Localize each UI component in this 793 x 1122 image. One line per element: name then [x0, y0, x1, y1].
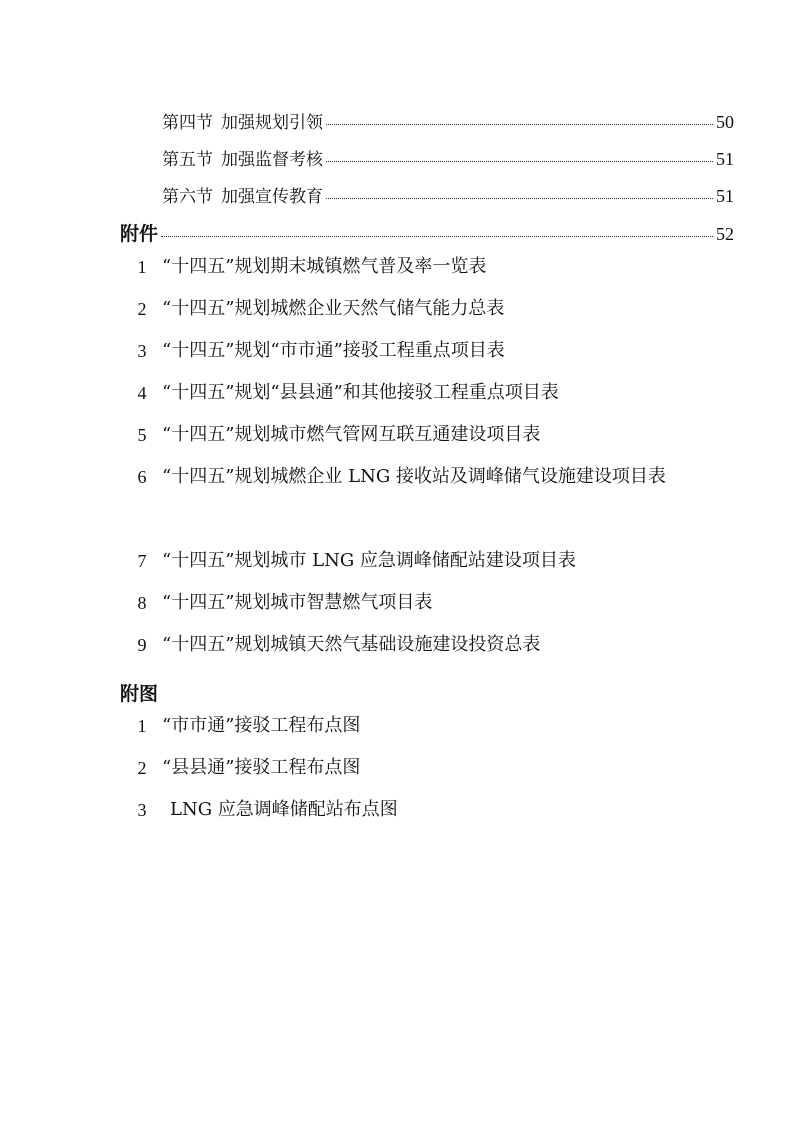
- list-item-number: 4: [137, 383, 147, 403]
- list-item-title: “十四五”规划“县县通”和其他接驳工程重点项目表: [162, 382, 559, 403]
- list-item-number: 3: [137, 341, 147, 361]
- toc-section-label: 第四节: [162, 113, 213, 133]
- list-item-title: “十四五”规划城镇天然气基础设施建设投资总表: [162, 634, 541, 655]
- toc-page-number: 51: [716, 149, 734, 169]
- list-item: [134, 456, 674, 498]
- list-item-title: “十四五”规划城市燃气管网互联互通建设项目表: [162, 424, 541, 445]
- toc-page-number: 52: [716, 224, 734, 244]
- toc-entry-section-6[interactable]: [162, 182, 734, 207]
- list-item-number: 2: [137, 299, 147, 319]
- dot-leader: [326, 124, 713, 125]
- toc-page-number: 51: [716, 186, 734, 206]
- list-item: [134, 747, 694, 789]
- toc-entry-section-5[interactable]: [162, 145, 734, 170]
- toc-entry-section-4[interactable]: [162, 108, 734, 133]
- list-item: [134, 582, 694, 624]
- toc-section-title: 加强宣传教育: [221, 187, 323, 207]
- list-item-number: 3: [137, 800, 147, 820]
- toc-section-title: 加强规划引领: [221, 113, 323, 133]
- toc-appendix-title: 附件: [120, 223, 159, 245]
- list-item-number: 6: [137, 467, 147, 487]
- list-item-title: “县县通”接驳工程布点图: [162, 757, 361, 778]
- list-item-title: “十四五”规划期末城镇燃气普及率一览表: [162, 256, 487, 277]
- dot-leader: [326, 198, 713, 199]
- list-item-number: 5: [137, 425, 147, 445]
- toc-section-title: 加强监督考核: [221, 150, 323, 170]
- toc-section-label: 第六节: [162, 187, 213, 207]
- toc-page-number: 50: [716, 112, 734, 132]
- list-item-number: 7: [137, 551, 147, 571]
- list-item: [134, 705, 694, 747]
- dot-leader: [161, 236, 713, 237]
- list-item-title: “市市通”接驳工程布点图: [162, 715, 361, 736]
- list-item-number: 8: [137, 593, 147, 613]
- list-item-title: LNG 应急调峰储配站布点图: [170, 799, 398, 820]
- list-item: [134, 246, 694, 288]
- list-item-title: “十四五”规划城市智慧燃气项目表: [162, 592, 433, 613]
- list-item-number: 9: [137, 635, 147, 655]
- list-item: [134, 789, 694, 831]
- dot-leader: [326, 161, 713, 162]
- list-item-title: “十四五”规划城市 LNG 应急调峰储配站建设项目表: [162, 550, 576, 571]
- list-item: [134, 330, 694, 372]
- list-item-number: 2: [137, 758, 147, 778]
- list-item-title: “十四五”规划“市市通”接驳工程重点项目表: [162, 340, 505, 361]
- toc-section-label: 第五节: [162, 150, 213, 170]
- toc-entry-appendix[interactable]: [120, 219, 734, 246]
- list-item: [134, 372, 694, 414]
- list-item: [134, 414, 694, 456]
- figures-heading: 附图: [120, 683, 159, 705]
- list-item: [134, 540, 694, 582]
- list-item-number: 1: [137, 257, 147, 277]
- list-item-title: “十四五”规划城燃企业 LNG 接收站及调峰储气设施建设项目表: [162, 466, 666, 487]
- list-item-title: “十四五”规划城燃企业天然气储气能力总表: [162, 298, 505, 319]
- list-item: [134, 288, 694, 330]
- list-item: [134, 624, 694, 666]
- list-item-number: 1: [137, 716, 147, 736]
